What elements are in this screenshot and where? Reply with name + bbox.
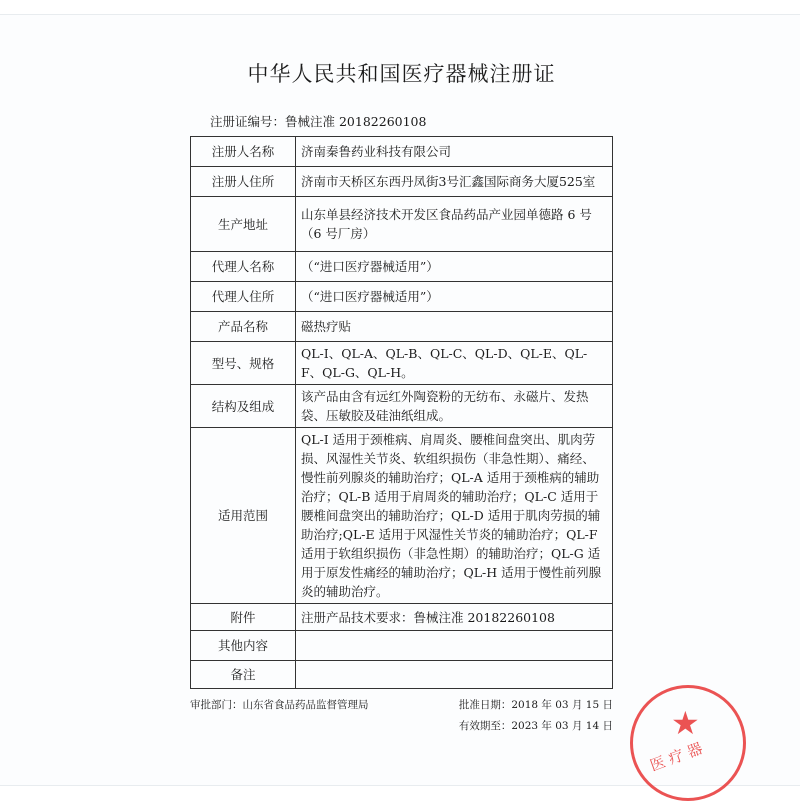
row-label: 其他内容 [191,631,296,661]
approval-department: 审批部门：山东省食品药品监督管理局 [190,699,369,711]
row-label: 产品名称 [191,312,296,342]
row-value: 山东单县经济技术开发区食品药品产业园单德路 6 号（6 号厂房） [296,197,613,252]
row-label: 代理人名称 [191,252,296,282]
table-row [191,661,613,689]
seal-text: 医 疗 器 [647,739,705,775]
table-row [191,631,613,661]
star-icon: ★ [671,704,700,742]
row-label: 代理人住所 [191,282,296,312]
official-seal [630,685,746,801]
row-value: （“进口医疗器械适用”） [296,282,613,312]
row-value: 济南市天桥区东西丹凤街3号汇鑫国际商务大厦525室 [296,167,613,197]
footer [190,695,705,775]
certificate-table [190,136,613,689]
table-row [191,385,613,428]
row-label: 结构及组成 [191,385,296,428]
row-value: 该产品由含有远红外陶瓷粉的无纺布、永磁片、发热袋、压敏胶及硅油纸组成。 [296,385,613,428]
row-label: 型号、规格 [191,342,296,385]
approval-date: 批准日期：2018 年 03 月 15 日 [458,699,613,711]
row-label: 注册人名称 [191,137,296,167]
table-row [191,137,613,167]
table-row [191,167,613,197]
table-row [191,312,613,342]
row-value: 注册产品技术要求：鲁械注准 20182260108 [296,604,613,631]
table-row [191,342,613,385]
row-value: 济南秦鲁药业科技有限公司 [296,137,613,167]
table-row [191,197,613,252]
row-label: 注册人住所 [191,167,296,197]
row-value: QL-I 适用于颈椎病、肩周炎、腰椎间盘突出、肌肉劳损、风湿性关节炎、软组织损伤（非急性期）、痛经、慢性前列腺炎的辅助治疗；QL-A 适用于颈椎病的辅助治疗；QL-B 适用于肩周炎的辅助治疗；QL-C 适用于腰椎间盘突出的辅助治疗；QL-D 适用于肌肉劳损的辅助治疗;QL-E 适用于风湿性关节炎的辅助治疗；QL-F 适用于软组织损伤（非急性期）的辅助治疗；QL-G 适用于原发性痛经的辅助治疗；QL-H 适用于慢性前列腺炎的辅助治疗。 [296,428,613,604]
footer-dates [459,695,613,737]
document-title: 中华人民共和国医疗器械注册证 [247,62,556,86]
row-value [296,661,613,689]
table-row [191,252,613,282]
row-value: 磁热疗贴 [296,312,613,342]
row-value: QL-I、QL-A、QL-B、QL-C、QL-D、QL-E、QL-F、QL-G、QL-H。 [296,342,613,385]
row-label: 附件 [191,604,296,631]
row-value: （“进口医疗器械适用”） [296,252,613,282]
row-value [296,631,613,661]
row-label: 备注 [191,661,296,689]
registration-number: 注册证编号：鲁械注准 20182260108 [210,114,427,129]
row-label: 适用范围 [191,428,296,604]
valid-until: 有效期至：2023 年 03 月 14 日 [458,720,613,732]
table-row [191,282,613,312]
certificate-content [190,60,705,775]
table-row [191,428,613,604]
row-label: 生产地址 [191,197,296,252]
table-row [191,604,613,631]
